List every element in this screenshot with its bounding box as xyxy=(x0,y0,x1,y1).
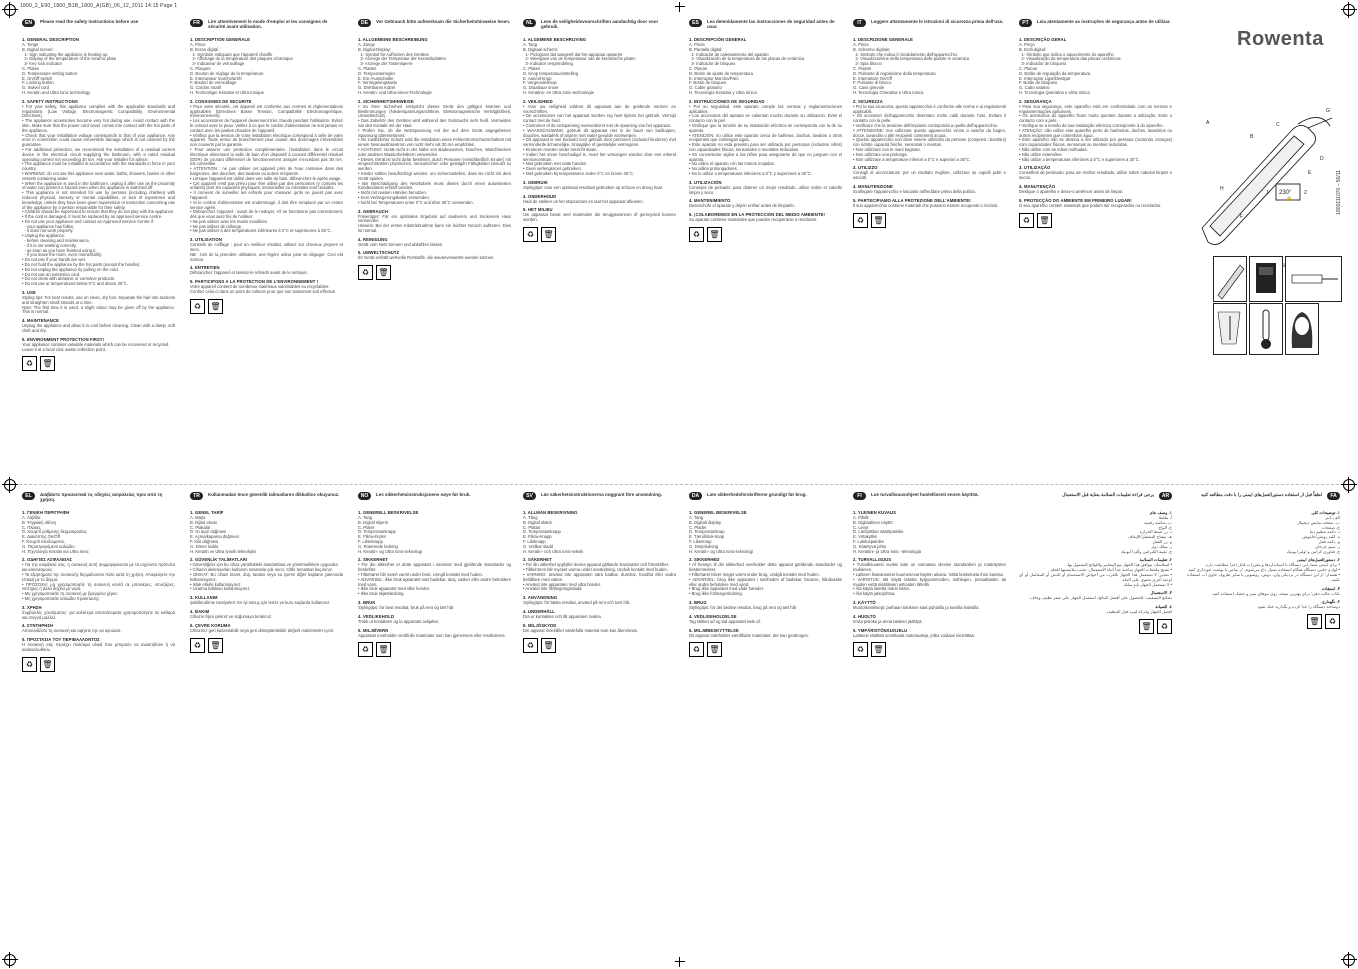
column-intro: Lees de veiligheidsvoorschriften aandachtig door voor gebruik. xyxy=(541,19,659,29)
column-intro: Lea detenidamente las instrucciones de seguridad antes de usar. xyxy=(707,19,835,29)
column-header xyxy=(1019,19,1172,33)
recycle-icon: ♻ xyxy=(1325,614,1340,629)
section-text: Cihazın fişini çekiniz ve soğumaya bırakınız. xyxy=(190,613,273,619)
language-badge: FI xyxy=(853,492,866,500)
section-title: 3. KULLANIM xyxy=(190,595,218,601)
environment-notice xyxy=(689,642,842,657)
section-title: 1. DESCRIÇÃO GERAL xyxy=(1019,37,1067,42)
section-title: 1. YLEINEN KUVAUS xyxy=(853,510,896,515)
language-column-sv xyxy=(523,492,676,952)
language-badge: DA xyxy=(689,492,702,500)
language-badge: AR xyxy=(1159,492,1172,500)
language-column-pt xyxy=(1019,19,1172,471)
language-column-el xyxy=(22,492,175,952)
section-title: 4. BAKIM xyxy=(190,608,210,614)
section-text: Il suo apparecchio contiene materiali che possono essere recuperati o riciclati. xyxy=(853,202,999,208)
column-header xyxy=(689,19,842,33)
figure-plates-close xyxy=(1213,256,1247,302)
section-title: 3. ANVÄNDNING xyxy=(523,595,558,601)
section-text: Dit apparat indeholder værdifulde materialer, der kan genbruges. xyxy=(689,632,809,638)
column-header xyxy=(22,492,175,506)
section-title: 2. CONSIGNES DE SECURITE xyxy=(190,98,252,104)
recycle-icon: ♻ xyxy=(1019,213,1034,228)
section-text: A. Pince B. Ecran digital : 1- Symbole indiquant que l'appareil chauffe 2- Affichage de la température des plaques céramique 3- Indicateur de verrouillage C. Plaques D. Bouton de réglage de la température E. Interrupteur marche/arrêt F. Bouton de verrouillage G. Cordon rotatif H. Technologie Kératine et Ultra Ionique xyxy=(190,42,293,95)
section-text: Desenchufe el aparato y déjelo enfriar antes de limpiarlo. xyxy=(689,203,795,209)
column-header xyxy=(358,492,511,506)
section-text: Conseils de coiffage : pour un meilleur résultat, utilisez sur cheveux propres et secs. NB : lors de la première utilisation, une légère odeur peut se dégager. Ceci est normal. xyxy=(190,242,343,262)
language-badge: TR xyxy=(190,492,203,500)
recycle-icon: ♻ xyxy=(22,657,37,672)
section-title: 5. ÇEVRE KORUMA xyxy=(190,622,231,628)
environment-notice xyxy=(853,642,1006,657)
column-intro: Kullanmadan önce güvenlik talimatlarını dikkatlice okuyunuz. xyxy=(208,492,340,497)
fold-line xyxy=(14,484,1344,485)
section-title: 5. PROTECÇÃO DO AMBIENTE EM PRIMEIRO LUGAR! xyxy=(1019,197,1132,203)
product-illustration xyxy=(1180,90,1340,250)
figure-label-g: G xyxy=(1326,108,1330,114)
column-intro: لطفاً قبل از استفاده دستورالعمل‌های ایمنی را با دقت مطالعه کنید xyxy=(1200,492,1322,497)
figure-heat-warning xyxy=(1213,303,1247,355)
section-title: 3. ΧΡΗΣΗ xyxy=(22,604,42,610)
language-badge: DE xyxy=(358,19,371,27)
section-text: Tag stikket ud og lad apparatet køle af. xyxy=(689,618,761,624)
environment-notice xyxy=(1187,614,1340,629)
section-text: Su aparato contiene materiales que pueden recuperarse o reciclarse. xyxy=(689,217,818,223)
section-title: ٤. الصيانة xyxy=(1155,604,1172,610)
column-intro: Leggere attentamente le istruzioni di sicurezza prima dell'uso. xyxy=(871,19,1004,24)
column-header xyxy=(523,19,676,33)
section-title: ٣. الاستعمال xyxy=(1150,590,1172,596)
section-text: Desligue o aparelho e deixe-o arrefecer antes de limpar. xyxy=(1019,188,1124,194)
section-text: Apparatet inneholder verdifulle materialer som kan gjenvinnes eller resirkuleres. xyxy=(358,632,506,638)
section-text: نصائح التصفيف: للحصول على أفضل النتائج، استعمل الجهاز على شعر نظيف وجاف. xyxy=(1029,595,1172,601)
column-header xyxy=(190,492,343,506)
section-text: • För din säkerhet uppfyller denna apparat gällande standarder och föreskrifter. • Tillbehören blir mycket varma under användning. Undvik kontakt med huden. • VARNING: använd inte apparaten nära badkar, duschar, handfat eller andra behållare med vatten. • Använd inte apparaten med våta händer. • Använd inte förlängningssladd. xyxy=(523,562,676,592)
section-text: • Voor uw veiligheid voldoet dit apparaat aan de geldende normen en voorschriften. • De accessoires van het apparaat worden erg heet tijdens het gebruik. Vermijd contact met de huid. • Controleer of de netspanning overeenkomt met de spanning van het apparaat. • WAARSCHUWING: gebruik dit apparaat niet in de buurt van badkuipen, douches, wastafels of andere met water gevulde voorwerpen. • Dit apparaat is niet bedoeld voor gebruik door personen (inclusief kinderen) met verminderde lichamelijke, zintuiglijke of geestelijke vermogens. • Kinderen moeten onder toezicht staan. • Indien het snoer beschadigd is, moet het vervangen worden door een erkend servicecentrum. • Niet gebruiken met natte handen. • Geen verlengsnoer gebruiken. • Niet gebruiken bij temperaturen onder 0°C en boven 35°C. xyxy=(523,103,676,176)
section-text: • For your safety, this appliance complies with the applicable standards and regulations (Low Voltage, Electromagnetic Compatibility, Environmental Directives). • The appliance accessories become very hot during use. Avoid contact with the skin. Make sure that the power cord never comes into contact with the hot parts of the appliance. • Check that your installation voltage corresponds to that of your appliance. Any error in connection could cause irreversible damage which is not covered by the guarantee. • For additional protection, we recommend the installation of a residual current device in the electrical circuit supplying the bathroom, with a rated residual operating current not exceeding 30 mA. Ask your installer for advice. • The appliance must be installed in accordance with the standards in force in your country. • WARNING: do not use this appliance near water, baths, showers, basins or other vessels containing water. • When the appliance is used in the bathroom, unplug it after use as the proximity of water can present a hazard even when the appliance is switched off. • This appliance is not intended for use by persons (including children) with reduced physical, sensory or mental capabilities, or lack of experience and knowledge, unless they have been given supervision or instruction concerning use of the appliance by a person responsible for their safety. • Children should be supervised to ensure that they do not play with the appliance. • If the cord is damaged, it must be replaced by an approved service centre. • Do not use your appliance and contact an Approved Service Centre if: - your appliance has fallen, - it does not work properly. • Unplug the appliance: - before cleaning and maintenance, - if it is not working correctly, - as soon as you have finished using it, - if you leave the room, even momentarily. • Do not use if your hands are wet. • Do not hold the appliance by the hot parts (except the handle). • Do not unplug the appliance by pulling on the cord. • Do not use an extension cord. • Do not clean with abrasive or corrosive products. • Do not use at temperatures below 0°C and above 35°C. xyxy=(22,103,175,287)
figure-label-h: H xyxy=(1220,186,1224,192)
section-text: Αποσυνδέστε τη συσκευή και αφήστε την να κρυώσει. xyxy=(22,628,122,634)
section-text: • Pour votre sécurité, cet appareil est conforme aux normes et réglementations applicables (Directives Basse Tension, Compatibilité Electromagnétique, Environnement). • Les accessoires de l'appareil deviennent très chauds pendant l'utilisation. Evitez le contact avec la peau. Veillez à ce que le cordon d'alimentation ne soit jamais en contact avec les parties chaudes de l'appareil. • Vérifiez que la tension de votre installation électrique correspond à celle de votre appareil. Toute erreur de branchement peut causer des dommages irréversibles non couverts par la garantie. • Pour assurer une protection complémentaire, l'installation dans le circuit électrique alimentant la salle de bain d'un dispositif à courant différentiel résiduel (DDR) de courant différentiel de fonctionnement assigné n'excédant pas 30 mA, est conseillée. • ATTENTION : ne pas utiliser cet appareil près de l'eau contenue dans des baignoires, des douches, des lavabos ou autres récipients. • Lorsque l'appareil est utilisé dans une salle de bain, débranchez-le après usage. • Cet appareil n'est pas prévu pour être utilisé par des personnes (y compris les enfants) dont les capacités physiques, sensorielles ou mentales sont réduites. • Il convient de surveiller les enfants pour s'assurer qu'ils ne jouent pas avec l'appareil. • Si le cordon d'alimentation est endommagé, il doit être remplacé par un centre service agréé. • Débranchez l'appareil : avant de le nettoyer, s'il ne fonctionne pas correctement, dès que vous avez fini de l'utiliser. • Ne pas utiliser avec les mains mouillées. • Ne pas utiliser de rallonge. • Ne pas utiliser à des températures inférieures à 0°C et supérieures à 35°C. xyxy=(190,103,343,234)
section-text: A. Maşa B. Dijital ekran C. Plakalar D. Isı ayar düğmesi E. Açma/kapama düğmesi F. Kilit düğmesi G. Döner kablo H. Keratin ve Ultra İyonik teknolojisi xyxy=(190,515,256,554)
registration-mark-bottom-left xyxy=(4,954,16,966)
column-intro: يرجى قراءة تعليمات السلامة بعناية قبل الاستعمال xyxy=(1062,492,1154,497)
figure-label-d: D xyxy=(1320,156,1324,162)
environment-notice xyxy=(523,227,676,242)
section-title: 3. UTILIZACIÓN xyxy=(689,179,722,185)
crossed-bin-icon: 🗑 xyxy=(541,227,556,242)
section-text: A. Tang B. Digital skjerm C. Plater D. Temperaturknapp E. På/av-bryter F. Låseknapp G. Roterende ledning H. Keratin- og Ultra Ionic-teknologi xyxy=(358,515,423,554)
crossed-bin-icon: 🗑 xyxy=(1307,614,1322,629)
section-text: • لسلامتك، يتوافق هذا الجهاز مع المعايير واللوائح المعمول بها. • تصبح ملحقات الجهاز ساخنة جداً أثناء الاستعمال. تجنب ملامستها للجلد. • تحذير: لا تستعمل هذا الجهاز بالقرب من أحواض الاستحمام أو الدش أو المغاسل أو أي أوعية أخرى تحتوي على الماء. • لا تستعمل الجهاز بأيدٍ مبللة. xyxy=(1019,562,1172,587)
straightener-hinge xyxy=(1298,117,1330,126)
column-header xyxy=(853,19,1006,33)
section-title: 4. ΣΥΝΤΗΡΗΣΗ xyxy=(22,623,54,629)
language-column-ar xyxy=(1019,492,1172,952)
section-text: الف. انبر ب. صفحه نمایش دیجیتال ج. صفحات د. دکمه تنظیم دما ه. کلید روشن/خاموش و. دکمه قفل ز. سیم چرخان ح. فناوری کراتین و اولترا یونیک xyxy=(1286,515,1340,554)
column-header xyxy=(853,492,1006,506)
crossed-bin-icon: 🗑 xyxy=(871,642,886,657)
print-header: 1800_2_E90_1800_B1B_1800_A(GB)_06_12_2011 14:15 Page 1 xyxy=(20,3,178,9)
section-title: 1. ALLGEMEINE BESCHREIBUNG xyxy=(358,37,428,42)
section-text: Şekillendirme tavsiyeleri: En iyi sonuç için temiz ve kuru saçlarda kullanınız. xyxy=(190,600,331,606)
column-header xyxy=(1019,492,1172,506)
section-text: Stylingtips: voor een optimaal resultaat gebruiken op schoon en droog haar. xyxy=(523,184,664,190)
product-code: 1800111070 – 50/11 xyxy=(1336,170,1342,215)
section-title: ۴. نگهداری xyxy=(1321,599,1340,605)
section-text: Irrota pistoke ja anna laitteen jäähtyä. xyxy=(853,618,923,624)
figure-display xyxy=(1249,256,1283,302)
crop-mark-bottom-center xyxy=(675,957,685,967)
section-title: 2. VEILIGHEID xyxy=(523,98,553,104)
section-title: 3. BRUG xyxy=(689,599,707,605)
section-text: نکات حالت دهی: برای بهترین نتیجه، روی موهای تمیز و خشک استفاده کنید. xyxy=(1211,590,1340,596)
registration-mark-mid-left xyxy=(4,479,16,491)
section-title: 1. GENEREL BESKRIVELSE xyxy=(689,510,747,515)
column-header xyxy=(358,19,511,33)
environment-notice xyxy=(689,227,842,242)
section-title: 4. HUOLTO xyxy=(853,613,876,619)
section-title: 1. ALLMÄN BESKRIVNING xyxy=(523,510,578,515)
environment-notice xyxy=(358,642,511,657)
registration-mark-top-right xyxy=(1343,4,1355,16)
column-intro: Vor Gebrauch bitte aufmerksam die Sicherheitshinweise lesen. xyxy=(376,19,511,24)
lock-glyph: 🔒 xyxy=(1286,196,1293,202)
section-title: 5. YMPÄRISTÖNSUOJELU xyxy=(853,627,908,633)
section-title: 2. SIKKERHED xyxy=(689,557,720,563)
environment-notice xyxy=(1019,213,1172,228)
crossed-bin-icon: 🗑 xyxy=(1037,213,1052,228)
section-title: 5. HET MILIEU xyxy=(523,207,553,213)
crossed-bin-icon: 🗑 xyxy=(376,265,391,280)
section-text: A. Zange B. Digital-Display: 1- Symbol für Aufheizen des Gerätes 2- Anzeige der Temperatur der Keramikplatten 3- Anzeige der Tastensperre C. Platten D. Temperaturregler E. Ein-/Ausschalter F. Verriegelungstaste G. Drehbares Kabel H. Keratin- und Ultra-Ionen-Technologie xyxy=(358,42,446,95)
section-title: 5. MILJÖSKYDD xyxy=(523,622,557,628)
section-title: 1. DESCRIPCIÓN GENERAL xyxy=(689,37,747,42)
figure-label-c: C xyxy=(1276,122,1280,128)
column-header xyxy=(523,492,676,506)
environment-notice xyxy=(22,657,175,672)
section-text: A. Pinza B. Schermo digitale: 1- Simbolo che indica il riscaldamento dell'apparecchio 2- Visualizzazione della temperatura delle piastre in ceramica 3- Spia blocco C. Piastre D. Pulsante di regolazione della temperatura E. Interruttore On/Off F. Pulsante di blocco G. Cavo girevole H. Tecnologia Cheratina e Ultra Ionica xyxy=(853,42,970,95)
recycle-icon: ♻ xyxy=(22,356,37,371)
section-text: • Για την ασφάλειά σας, η συσκευή αυτή συμμορφώνεται με τα ισχύοντα πρότυπα και κανονισμούς. • Τα εξαρτήματα της συσκευής θερμαίνονται πολύ κατά τη χρήση. Αποφεύγετε την επαφή με το δέρμα. • ΠΡΟΣΟΧΗ: μη χρησιμοποιείτε τη συσκευή κοντά σε μπανιέρες, ντουζιέρες, νιπτήρες ή άλλα δοχεία με νερό. • Μη χρησιμοποιείτε τη συσκευή με βρεγμένα χέρια. • Μη χρησιμοποιείτε καλώδιο προέκτασης. xyxy=(22,562,175,601)
section-text: أ. ملقط ب. شاشة رقمية ج. ألواح د. زر ضبط الحرارة هـ. مفتاح التشغيل/الإيقاف و. زر القفل ز. سلك دوار ح. تقنية الكيراتين وألترا أيونيك xyxy=(1120,515,1172,554)
section-title: 5. PARTICIPONS A LA PROTECTION DE L'ENVIRONNEMENT ! xyxy=(190,279,319,285)
language-column-en xyxy=(22,19,175,471)
section-text: • Turvallisuutesi vuoksi laite on voimassa olevien standardien ja määräysten mukainen. • Laitteen lisävarusteet kuumenevat käytön aikana. Vältä kosketusta ihon kanssa. • VAROITUS: älä käytä laitetta kylpyammeiden, suihkujen, pesualtaiden tai muiden vettä sisältävien astioiden lähellä. • Älä käytä laitetta märin käsin. • Älä käytä jatkojohtoa. xyxy=(853,562,1006,597)
environment-notice xyxy=(1019,619,1172,634)
column-intro: Please read the safety instructions before use xyxy=(40,19,139,24)
language-column-de xyxy=(358,19,511,471)
language-column-fr xyxy=(190,19,343,471)
recycle-icon: ♻ xyxy=(689,227,704,242)
environment-notice xyxy=(22,356,175,371)
column-header xyxy=(1187,492,1340,506)
section-title: 5. ENVIRONMENT PROTECTION FIRST! xyxy=(22,336,105,342)
column-intro: Διαβάστε προσεκτικά τις οδηγίες ασφαλείας πριν από τη χρήση. xyxy=(40,492,163,502)
section-title: 5. ΠΡΟΣΤΑΣΙΑ ΤΟΥ ΠΕΡΙΒΑΛΛΟΝΤΟΣ xyxy=(22,637,100,643)
environment-notice xyxy=(190,638,343,653)
section-text: Conselhos de penteado: para um melhor resultado, utilize sobre cabelos limpos e secos. xyxy=(1019,170,1174,181)
section-text: Muotoiluvinkkejä: parhaan tuloksen saat puhtailla ja kuivilla hiuksilla. xyxy=(853,604,980,610)
section-title: 4. MANTENIMIENTO xyxy=(689,198,731,204)
language-badge: EN xyxy=(22,19,35,27)
language-column-nl xyxy=(523,19,676,471)
language-badge: NO xyxy=(358,492,371,500)
section-title: 4. ENTRETIEN xyxy=(190,265,220,271)
section-text: Ihr Gerät enthält wertvolle Rohstoffe, die wiederverwertet werden können. xyxy=(358,255,495,261)
section-title: 2. ΟΔΗΓΙΕΣ ΑΣΦΑΛΕΙΑΣ xyxy=(22,557,73,563)
environment-notice xyxy=(358,265,511,280)
section-text: • For din sikkerhet er dette apparatet i samsvar med gjeldende standarder og forskrifter. • Tilbehøret blir svært varmt under bruk. Unngå kontakt med huden. • ADVARSEL: ikke bruk apparatet nær badekar, dusj, vasker eller andre beholdere med vann. • Ikke bruk apparatet med våte hender. • Ikke bruk skjøteledning. xyxy=(358,562,511,597)
section-title: 2. TURVALLISUUS xyxy=(853,557,892,563)
section-title: 3. BRUK xyxy=(358,599,376,605)
section-title: 2. SEGURANÇA xyxy=(1019,98,1052,104)
recycle-icon: ♻ xyxy=(358,265,373,280)
recycle-icon: ♻ xyxy=(358,642,373,657)
section-title: 2. SIKKERHET xyxy=(358,557,389,563)
section-title: 2. SÄKERHET xyxy=(523,557,552,563)
registration-mark-top-left xyxy=(4,4,16,16)
section-title: 1. GENERELL BESKRIVELSE xyxy=(358,510,419,515)
environment-notice xyxy=(523,638,676,653)
column-intro: Læs sikkerhedsforskrifterne grundigt før brug. xyxy=(707,492,807,497)
section-title: 1. DESCRIPTION GENERALE xyxy=(190,37,251,42)
section-text: • Para sua segurança, este aparelho está em conformidade com as normas e regulamentações aplicáveis. • Os acessórios do aparelho ficam muito quentes durante a utilização. Evite o contacto com a pele. • Verifique se a tensão da sua instalação eléctrica corresponde à do aparelho. • ATENÇÃO: não utilize este aparelho perto de banheiras, duches, lavatórios ou outros recipientes que contenham água. • Este aparelho não se destina a ser utilizado por pessoas (incluindo crianças) com capacidades físicas, sensoriais ou mentais reduzidas. • Não utilize com as mãos molhadas. • Não utilize extensões. • Não utilize a temperaturas inferiores a 0°C e superiores a 35°C. xyxy=(1019,103,1172,162)
section-title: 4. ONDERHOUD xyxy=(523,193,557,199)
section-text: A. Tång B. Digital skärm C. Plattor D. Temperaturknapp E. På/av-knapp F. Låsknapp G. Vridbar sladd H. Keratin- och Ultra Ionic-teknik xyxy=(523,515,584,554)
section-title: 3. USE xyxy=(22,290,36,296)
section-text: O seu aparelho contém materiais que podem ser recuperados ou reciclados. xyxy=(1019,202,1162,208)
section-text: افصل الجهاز واتركه ليبرد قبل التنظيف. xyxy=(1105,609,1172,615)
section-text: A. Tang B. Digitaal scherm: 1- Pictogram dat aangeeft dat het apparaat opwarmt 2- Weergave van de temperatuur van de keramische platen 3- Indicator vergrendeling C. Platen D. Knop temperatuurinstelling E. Aan/uit-knop F. Vergrendelknop G. Draaibaar snoer H. Keratine- en Ultra Ionic-technologie xyxy=(523,42,636,95)
language-column-no xyxy=(358,492,511,952)
section-text: A. Pinça B. Ecrã digital: 1- Símbolo que indica o aquecimento do aparelho 2- Visualização da temperatura das placas cerâmicas 3- Indicador de bloqueio C. Placas D. Botão de regulação da temperatura E. Interruptor Ligar/Desligar F. Botão de bloqueio G. Cabo rotativo H. Tecnologia Queratina e Ultra Iónica xyxy=(1019,42,1121,95)
section-title: 1. DESCRIZIONE GENERALE xyxy=(853,37,914,42)
recycle-icon: ♻ xyxy=(523,227,538,242)
crossed-bin-icon: 🗑 xyxy=(707,642,722,657)
section-title: 2. SICUREZZA xyxy=(853,98,883,104)
section-title: 1. ALGEMENE BESCHRIJVING xyxy=(523,37,587,42)
section-title: 4. MANUTENZIONE xyxy=(853,183,893,189)
language-badge: ES xyxy=(689,19,702,27)
language-column-fi xyxy=(853,492,1006,952)
section-title: ٢. تعليمات السلامة xyxy=(1139,557,1172,563)
section-text: A. Tang B. Digitalt display C. Plader D. Temperaturknap E. Tænd/sluk-knap F. Låseknap G. Drejeledning H. Keratin- og Ultra Ionic-teknologi xyxy=(689,515,754,554)
section-text: A. Λαβίδα B. Ψηφιακή οθόνη C. Πλάκες D. Κουμπί ρύθμισης θερμοκρασίας E. Διακόπτης On/Off F. Κουμπί κλειδώματος G. Περιστρεφόμενο καλώδιο H. Τεχνολογία Keratin και Ultra Ionic xyxy=(22,515,89,554)
section-title: 3. UTILIZZO xyxy=(853,165,878,171)
section-text: Cihazınız geri kazanılabilir veya geri dönüştürülebilir değerli malzemeler içerir. xyxy=(190,627,335,633)
section-title: 4. MANUTENÇÃO xyxy=(1019,183,1056,189)
section-text: A. Pinza B. Pantalla digital: 1- Indicador de calentamiento del aparato 2- Visualización de la temperatura de las placas de cerámica 3- Indicador de bloqueo C. Placas D. Botón de ajuste de temperatura E. Interruptor Marcha/Paro F. Botón de bloqueo G. Cable giratorio H. Tecnología Keratina y Ultra Iónica xyxy=(689,42,805,95)
registration-mark-bottom-right xyxy=(1343,954,1355,966)
language-column-it xyxy=(853,19,1006,471)
section-title: 5. UMWELTSCHUTZ xyxy=(358,250,400,256)
section-text: Din apparat innehåller värdefulla material som kan återvinnas. xyxy=(523,627,638,633)
column-header xyxy=(190,19,343,33)
section-text: دوشاخه دستگاه را جدا کرده و بگذارید خنک شود. xyxy=(1256,604,1340,610)
section-text: Consejos de peinado: para obtener un mejor resultado, utilice sobre el cabello limpio y seco. xyxy=(689,184,844,195)
figure-temperature xyxy=(1249,303,1283,355)
section-text: • Per la sua sicurezza, questo apparecchio è conforme alle norme e ai regolamenti applicabili. • Gli accessori dell'apparecchio diventano molto caldi durante l'uso. Evitare il contatto con la pelle. • Verificare che la tensione dell'impianto corrisponda a quella dell'apparecchio. • ATTENZIONE: non utilizzare questo apparecchio vicino a vasche da bagno, docce, lavandini o altri recipienti contenenti acqua. • Questo apparecchio non deve essere utilizzato da persone (compresi i bambini) con ridotte capacità fisiche, sensoriali o mentali. • Non utilizzare con le mani bagnate. • Non utilizzare una prolunga. • Non utilizzare a temperature inferiori a 0°C e superiori a 35°C. xyxy=(853,103,1006,162)
registration-mark-mid-right xyxy=(1343,479,1355,491)
crossed-bin-icon: 🗑 xyxy=(871,213,886,228)
column-intro: Les sikkerhetsinstruksjonene nøye før bruk. xyxy=(376,492,471,497)
brand-logo: Rowenta xyxy=(1237,28,1324,50)
section-title: ١. وصف عام xyxy=(1149,510,1172,515)
section-title: 4. UNDERHÅLL xyxy=(523,608,555,614)
language-badge: NL xyxy=(523,19,536,27)
figure-label-e: E xyxy=(1308,170,1312,176)
section-text: A. Tongs B. Digital screen: 1- Sign indicating the appliance is heating up 2- Display of the temperature of the ceramic plate 3- Key lock indicator C. Plates D. Temperature setting button E. On/Off switch F. Locking button G. Swivel cord H. Keratin and Ultra Ionic technology xyxy=(22,42,117,95)
figure-label-b: B xyxy=(1250,134,1254,140)
section-title: 1. GENERAL DESCRIPTION xyxy=(22,37,80,42)
section-text: • Zu Ihrer Sicherheit entspricht dieses Gerät den gültigen Normen und Bestimmungen (Niederspannungsrichtlinie, Elektromagnetische Verträglichkeit, Umweltschutz). • Das Zubehör des Gerätes wird während des Gebrauchs sehr heiß. Vermeiden Sie den Kontakt mit der Haut. • Prüfen Sie, ob die Netzspannung mit der auf dem Gerät angegebenen Spannung übereinstimmt. • Als zusätzlicher Schutz wird die Installation eines Fehlerstromschutzschalters mit einem Nennauslösestrom von nicht mehr als 30 mA empfohlen. • ACHTUNG: Gerät nicht in der Nähe von Badewannen, Duschen, Waschbecken oder anderen Wasserbehältern verwenden. • Dieses Gerät ist nicht dafür bestimmt, durch Personen (einschließlich Kinder) mit eingeschränkten physischen, sensorischen oder geistigen Fähigkeiten benutzt zu werden. • Kinder sollten beaufsichtigt werden, um sicherzustellen, dass sie nicht mit dem Gerät spielen. • Bei Beschädigung des Netzkabels muss dieses durch einen autorisierten Kundendienst ersetzt werden. • Nicht mit nassen Händen benutzen. • Kein Verlängerungskabel verwenden. • Nicht bei Temperaturen unter 0°C und über 35°C verwenden. xyxy=(358,103,511,205)
section-text: Συμβουλές χτενίσματος: για καλύτερα αποτελέσματα χρησιμοποιήστε σε καθαρά και στεγνά μαλλιά. xyxy=(22,609,177,620)
section-title: 5. PARTECIPIAMO ALLA PROTEZIONE DELL'AMBIENTE! xyxy=(853,197,971,203)
crossed-bin-icon: 🗑 xyxy=(208,638,223,653)
section-text: Unplug the appliance and allow it to cool before cleaning. Clean with a damp, soft cloth and dry. xyxy=(22,323,177,334)
section-title: 2. SAFETY INSTRUCTIONS xyxy=(22,98,78,104)
section-title: 4. MAINTENANCE xyxy=(22,318,59,324)
section-title: 4. REINIGUNG xyxy=(358,236,388,242)
recycle-icon: ♻ xyxy=(523,638,538,653)
section-text: A. Pihdit B. Digitaalinen näyttö C. Levyt D. Lämpötilan säätöpainike E. Virtakytkin F. Lukituspainike G. Kääntyvä johto H. Keratiini- ja Ultra Ionic -teknologia xyxy=(853,515,921,554)
environment-notice xyxy=(190,299,343,314)
crossed-bin-icon: 🗑 xyxy=(1139,619,1154,634)
section-title: ۲. دستورالعمل‌های ایمنی xyxy=(1297,557,1340,563)
crossed-bin-icon: 🗑 xyxy=(541,638,556,653)
language-column-es xyxy=(689,19,842,471)
section-title: ۱. توضیحات کلی xyxy=(1311,510,1340,515)
section-text: Stylingtips: for det bedste resultat, brug på rent og tørt hår. xyxy=(689,604,798,610)
recycle-icon: ♻ xyxy=(853,213,868,228)
section-title: 3. GEBRAUCH xyxy=(358,208,388,214)
language-badge: FA xyxy=(1327,492,1340,500)
section-text: Débranchez l'appareil et laissez-le refroidir avant de le nettoyer. xyxy=(190,270,308,276)
environment-notice xyxy=(853,213,1006,228)
section-text: Scollegare l'apparecchio e lasciarlo raffreddare prima della pulizia. xyxy=(853,188,976,194)
column-header xyxy=(22,19,175,33)
crop-mark-top-center xyxy=(675,2,685,12)
section-title: 2. GÜVENLİK TALİMATLARI xyxy=(190,557,248,563)
recycle-icon: ♻ xyxy=(190,638,205,653)
section-text: Dra ur kontakten och låt apparaten svalna. xyxy=(523,613,602,619)
section-title: 3. GEBRUIK xyxy=(523,179,548,185)
section-text: Gerät vom Netz trennen und abkühlen lassen. xyxy=(358,241,444,247)
recycle-icon: ♻ xyxy=(689,642,704,657)
recycle-icon: ♻ xyxy=(853,642,868,657)
section-title: 4. VEDLIGEHOLDELSE xyxy=(689,613,737,619)
figure-swivel-cord xyxy=(1285,256,1342,302)
section-title: 2. INSTRUCCIONES DE SEGURIDAD xyxy=(689,98,765,104)
section-text: Uw apparaat bevat veel materialen die teruggewonnen of gerecycled kunnen worden. xyxy=(523,212,678,223)
section-text: Consigli di acconciatura: per un risultato migliore, utilizzare su capelli puliti e asciutti. xyxy=(853,170,1008,181)
column-intro: Läs säkerhetsinstruktionerna noggrant före användning. xyxy=(541,492,663,497)
section-text: • Güvenliğiniz için bu cihaz yürürlükteki standartlara ve yönetmeliklere uygundur. • Cihazın aksesuarları kullanım sırasında çok ısınır. Ciltle temastan kaçınınız. • DİKKAT: Bu cihazı küvet, duş, lavabo veya su içeren diğer kapların yakınında kullanmayınız. • Islak ellerle kullanmayınız. • Uzatma kablosu kullanmayınız. xyxy=(190,562,343,592)
section-title: 1. GENEL TARİF xyxy=(190,510,224,515)
section-text: • Af hensyn til din sikkerhed overholder dette apparat gældende standarder og bestemmelser. • Tilbehøret bliver meget varmt under brug. Undgå kontakt med huden. • ADVARSEL: brug ikke apparatet i nærheden af badekar, brusere, håndvaske eller andre beholdere med vand. • Brug ikke apparatet med våde hænder. • Brug ikke forlængerledning. xyxy=(689,562,842,597)
column-intro: Leia atentamente as instruções de segurança antes de utilizar. xyxy=(1037,19,1171,24)
language-column-tr xyxy=(190,492,343,952)
section-text: Styling tips: For best results, use on clean, dry hair. Separate the hair into sections and straighten small strands at a time. Note: The first time it is used, a slight odour may be given off by the appliance. This is normal. xyxy=(22,295,175,315)
section-title: 5. MILJØVERN xyxy=(358,627,389,633)
language-badge: SV xyxy=(523,492,536,500)
section-text: • Por su seguridad, este aparato cumple las normas y reglamentaciones aplicables. • Los accesorios del aparato se calientan mucho durante su utilización. Evite el contacto con la piel. • Verifique que la tensión de su instalación eléctrica se corresponda con la de su aparato. • ATENCIÓN: no utilice este aparato cerca de bañeras, duchas, lavabos u otros recipientes que contengan agua. • Este aparato no está previsto para ser utilizado por personas (incluidos niños) con capacidades físicas, sensoriales o mentales reducidas. • Es conveniente vigilar a los niños para asegurarse de que no jueguen con el aparato. • No utilice el aparato con las manos mojadas. • No utilice prolongadores. • No lo utilice a temperaturas inferiores a 0°C y superiores a 35°C. xyxy=(689,103,842,176)
crossed-bin-icon: 🗑 xyxy=(40,356,55,371)
figure-number-1: 1 xyxy=(1266,190,1269,196)
section-title: 5. MILJØBESKYTTELSE xyxy=(689,627,739,633)
section-title: 4. VEDLIKEHOLD xyxy=(358,613,395,619)
figure-label-f: F xyxy=(1240,214,1244,220)
language-badge: EL xyxy=(22,492,35,500)
display-readout: 230° xyxy=(1279,190,1292,196)
section-text: Your appliance contains valuable materials which can be recovered or recycled. Leave it at a local civic waste collection point. xyxy=(22,341,170,352)
language-badge: PT xyxy=(1019,19,1032,27)
crossed-bin-icon: 🗑 xyxy=(208,299,223,314)
column-header xyxy=(689,492,842,506)
section-text: Haal de stekker uit het stopcontact en laat het apparaat afkoelen. xyxy=(523,198,644,204)
section-text: Stylingtips: för bästa resultat, använd på rent och torrt hår. xyxy=(523,600,631,606)
figure-label-a: A xyxy=(1206,120,1210,126)
recycle-icon: ♻ xyxy=(1157,619,1172,634)
crossed-bin-icon: 🗑 xyxy=(707,227,722,242)
section-text: Frisiertipps: Für ein optimales Ergebnis auf sauberem und trockenem Haar verwenden. Hinweis: Bei der ersten Inbetriebnahme kann ein leichter Geruch auftreten. Dies ist normal. xyxy=(358,213,511,233)
language-badge: IT xyxy=(853,19,866,27)
section-text: Votre appareil contient de nombreux matériaux valorisables ou recyclables. Confiez celui-ci dans un point de collecte pour que son traitement soit effectué. xyxy=(190,284,337,295)
column-intro: Lire attentivement le mode d'emploi et les consignes de sécurité avant utilisation. xyxy=(208,19,328,29)
figure-number-2: 2 xyxy=(1304,190,1307,196)
section-text: Η συσκευή σας περιέχει πολύτιμα υλικά που μπορούν να ανακτηθούν ή να ανακυκλωθούν. xyxy=(22,642,177,652)
section-title: 3. UTILISATION xyxy=(190,237,223,243)
section-title: 3. KÄYTTÖ xyxy=(853,599,876,605)
section-text: Stylingtips: for best resultat, bruk på rent og tørt hår. xyxy=(358,604,455,610)
section-text: Laitteesi sisältää arvokkaita materiaaleja, jotka voidaan kierrättää. xyxy=(853,632,975,638)
section-title: 3. UTILIZAÇÃO xyxy=(1019,165,1051,171)
section-text: Trekk ut kontakten og la apparatet avkjøles. xyxy=(358,618,440,624)
section-title: 1. ΓΕΝΙΚΗ ΠΕΡΙΓΡΑΦΗ xyxy=(22,510,70,515)
section-title: ۳. استفاده xyxy=(1322,585,1340,591)
crossed-bin-icon: 🗑 xyxy=(40,657,55,672)
figure-woman-hair xyxy=(1285,303,1319,355)
section-title: 2. SICHERHEITSHINWEISE xyxy=(358,98,414,104)
section-text: • برای ایمنی شما، این دستگاه با استانداردها و مقررات قابل اجرا مطابقت دارد. • لوازم جانبی دستگاه هنگام استفاده بسیار داغ می‌شوند. از تماس با پوست خودداری کنید. • هشدار: از این دستگاه در نزدیکی وان، دوش، روشویی یا سایر ظروف حاوی آب استفاده نکنید. xyxy=(1187,562,1340,582)
crossed-bin-icon: 🗑 xyxy=(376,642,391,657)
section-title: 5. ¡COLABOREMOS EN LA PROTECCIÓN DEL MEDIO AMBIENTE! xyxy=(689,212,826,218)
language-badge: FR xyxy=(190,19,203,27)
recycle-icon: ♻ xyxy=(190,299,205,314)
column-intro: Lue turvallisuusohjeet huolellisesti ennen käyttöä. xyxy=(871,492,979,497)
language-column-fa xyxy=(1187,492,1340,952)
language-column-da xyxy=(689,492,842,952)
